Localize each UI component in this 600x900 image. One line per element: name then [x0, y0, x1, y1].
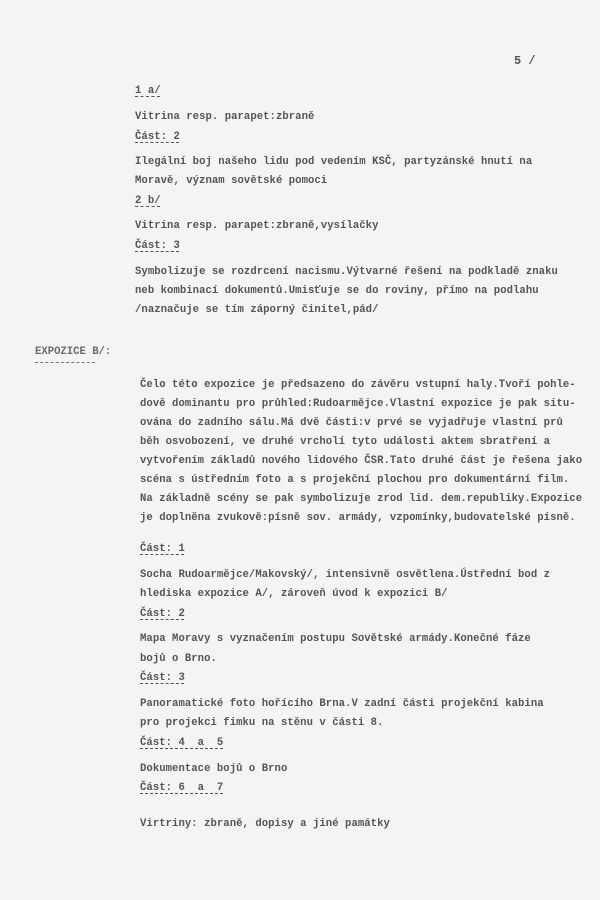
- part-text-line: pro projekci fimku na stěnu v části 8.: [140, 717, 384, 729]
- item-1a-text: Vitrina resp. parapet:zbraně: [135, 111, 315, 123]
- part-text-line: Dokumentace bojů o Brno: [140, 763, 288, 775]
- part-label: Část: 6 a 7: [140, 782, 224, 794]
- page-number: 5 /: [514, 54, 536, 68]
- part-label: Část: 4 a 5: [140, 737, 224, 749]
- intro-line: je doplněna zvukově:písně sov. armády, vzpomínky,budovatelské písně.: [140, 512, 576, 524]
- item-label-1a: 1 a/: [135, 85, 161, 97]
- part-text-line: Panoramatické foto hořícího Brna.V zadní části projekční kabina: [140, 698, 544, 710]
- part-3-text-line: neb kombinací dokumentů.Umisťuje se do roviny, přímo na podlahu: [135, 285, 539, 297]
- part-text-line: bojů o Brno.: [140, 653, 217, 665]
- intro-line: ována do zadního sálu.Má dvě části:v prvé se vyjadřuje vlastní prů: [140, 417, 563, 429]
- part-text-line: hlediska expozice A/, zároveň úvod k expozici B/: [140, 588, 448, 600]
- part-label: Část: 1: [140, 543, 185, 555]
- part-text-line: Virtriny: zbraně, dopisy a jiné památky: [140, 818, 390, 830]
- part-label: Část: 3: [140, 672, 185, 684]
- part-3-text-line: /naznačuje se tím záporný činitel,pád/: [135, 304, 379, 316]
- intro-line: scéna s ústředním foto a s projekční plochou pro dokumentární film.: [140, 474, 570, 486]
- intro-line: Na základně scény se pak symbolizuje zrod lid. dem.republiky.Expozice: [140, 493, 583, 505]
- part-text-line: Mapa Moravy s vyznačením postupu Sovětské armády.Konečné fáze: [140, 633, 531, 645]
- part-3-label: Část: 3: [135, 240, 180, 252]
- item-2b-text: Vitrina resp. parapet:zbraně,vysílačky: [135, 220, 379, 232]
- intro-line: vytvořením základů nového lidového ČSR.Tato druhé část je řešena jako: [140, 455, 583, 467]
- section-heading-underline: [35, 362, 95, 363]
- part-3-text-line: Symbolizuje se rozdrcení nacismu.Výtvarné řešení na podkladě znaku: [135, 266, 558, 278]
- intro-line: dově dominantu pro průhled:Rudoarmějce.Vlastní expozice je pak situ-: [140, 398, 576, 410]
- intro-line: běh osvobození, ve druhé vrcholí tyto události aktem sbratření a: [140, 436, 551, 448]
- part-2-label: Část: 2: [135, 131, 180, 143]
- section-heading-expozice-b: EXPOZICE B/:: [35, 346, 112, 358]
- part-label: Část: 2: [140, 608, 185, 620]
- part-text-line: Socha Rudoarmějce/Makovský/, intensivně osvětlena.Ústřední bod z: [140, 569, 551, 581]
- part-2-text-line: Moravě, význam sovětské pomoci: [135, 175, 328, 187]
- item-label-2b: 2 b/: [135, 195, 161, 207]
- part-2-text-line: Ilegální boj našeho lidu pod vedením KSČ, partyzánské hnutí na: [135, 156, 533, 168]
- intro-line: Čelo této expozice je předsazeno do závěru vstupní haly.Tvoří pohle-: [140, 379, 576, 391]
